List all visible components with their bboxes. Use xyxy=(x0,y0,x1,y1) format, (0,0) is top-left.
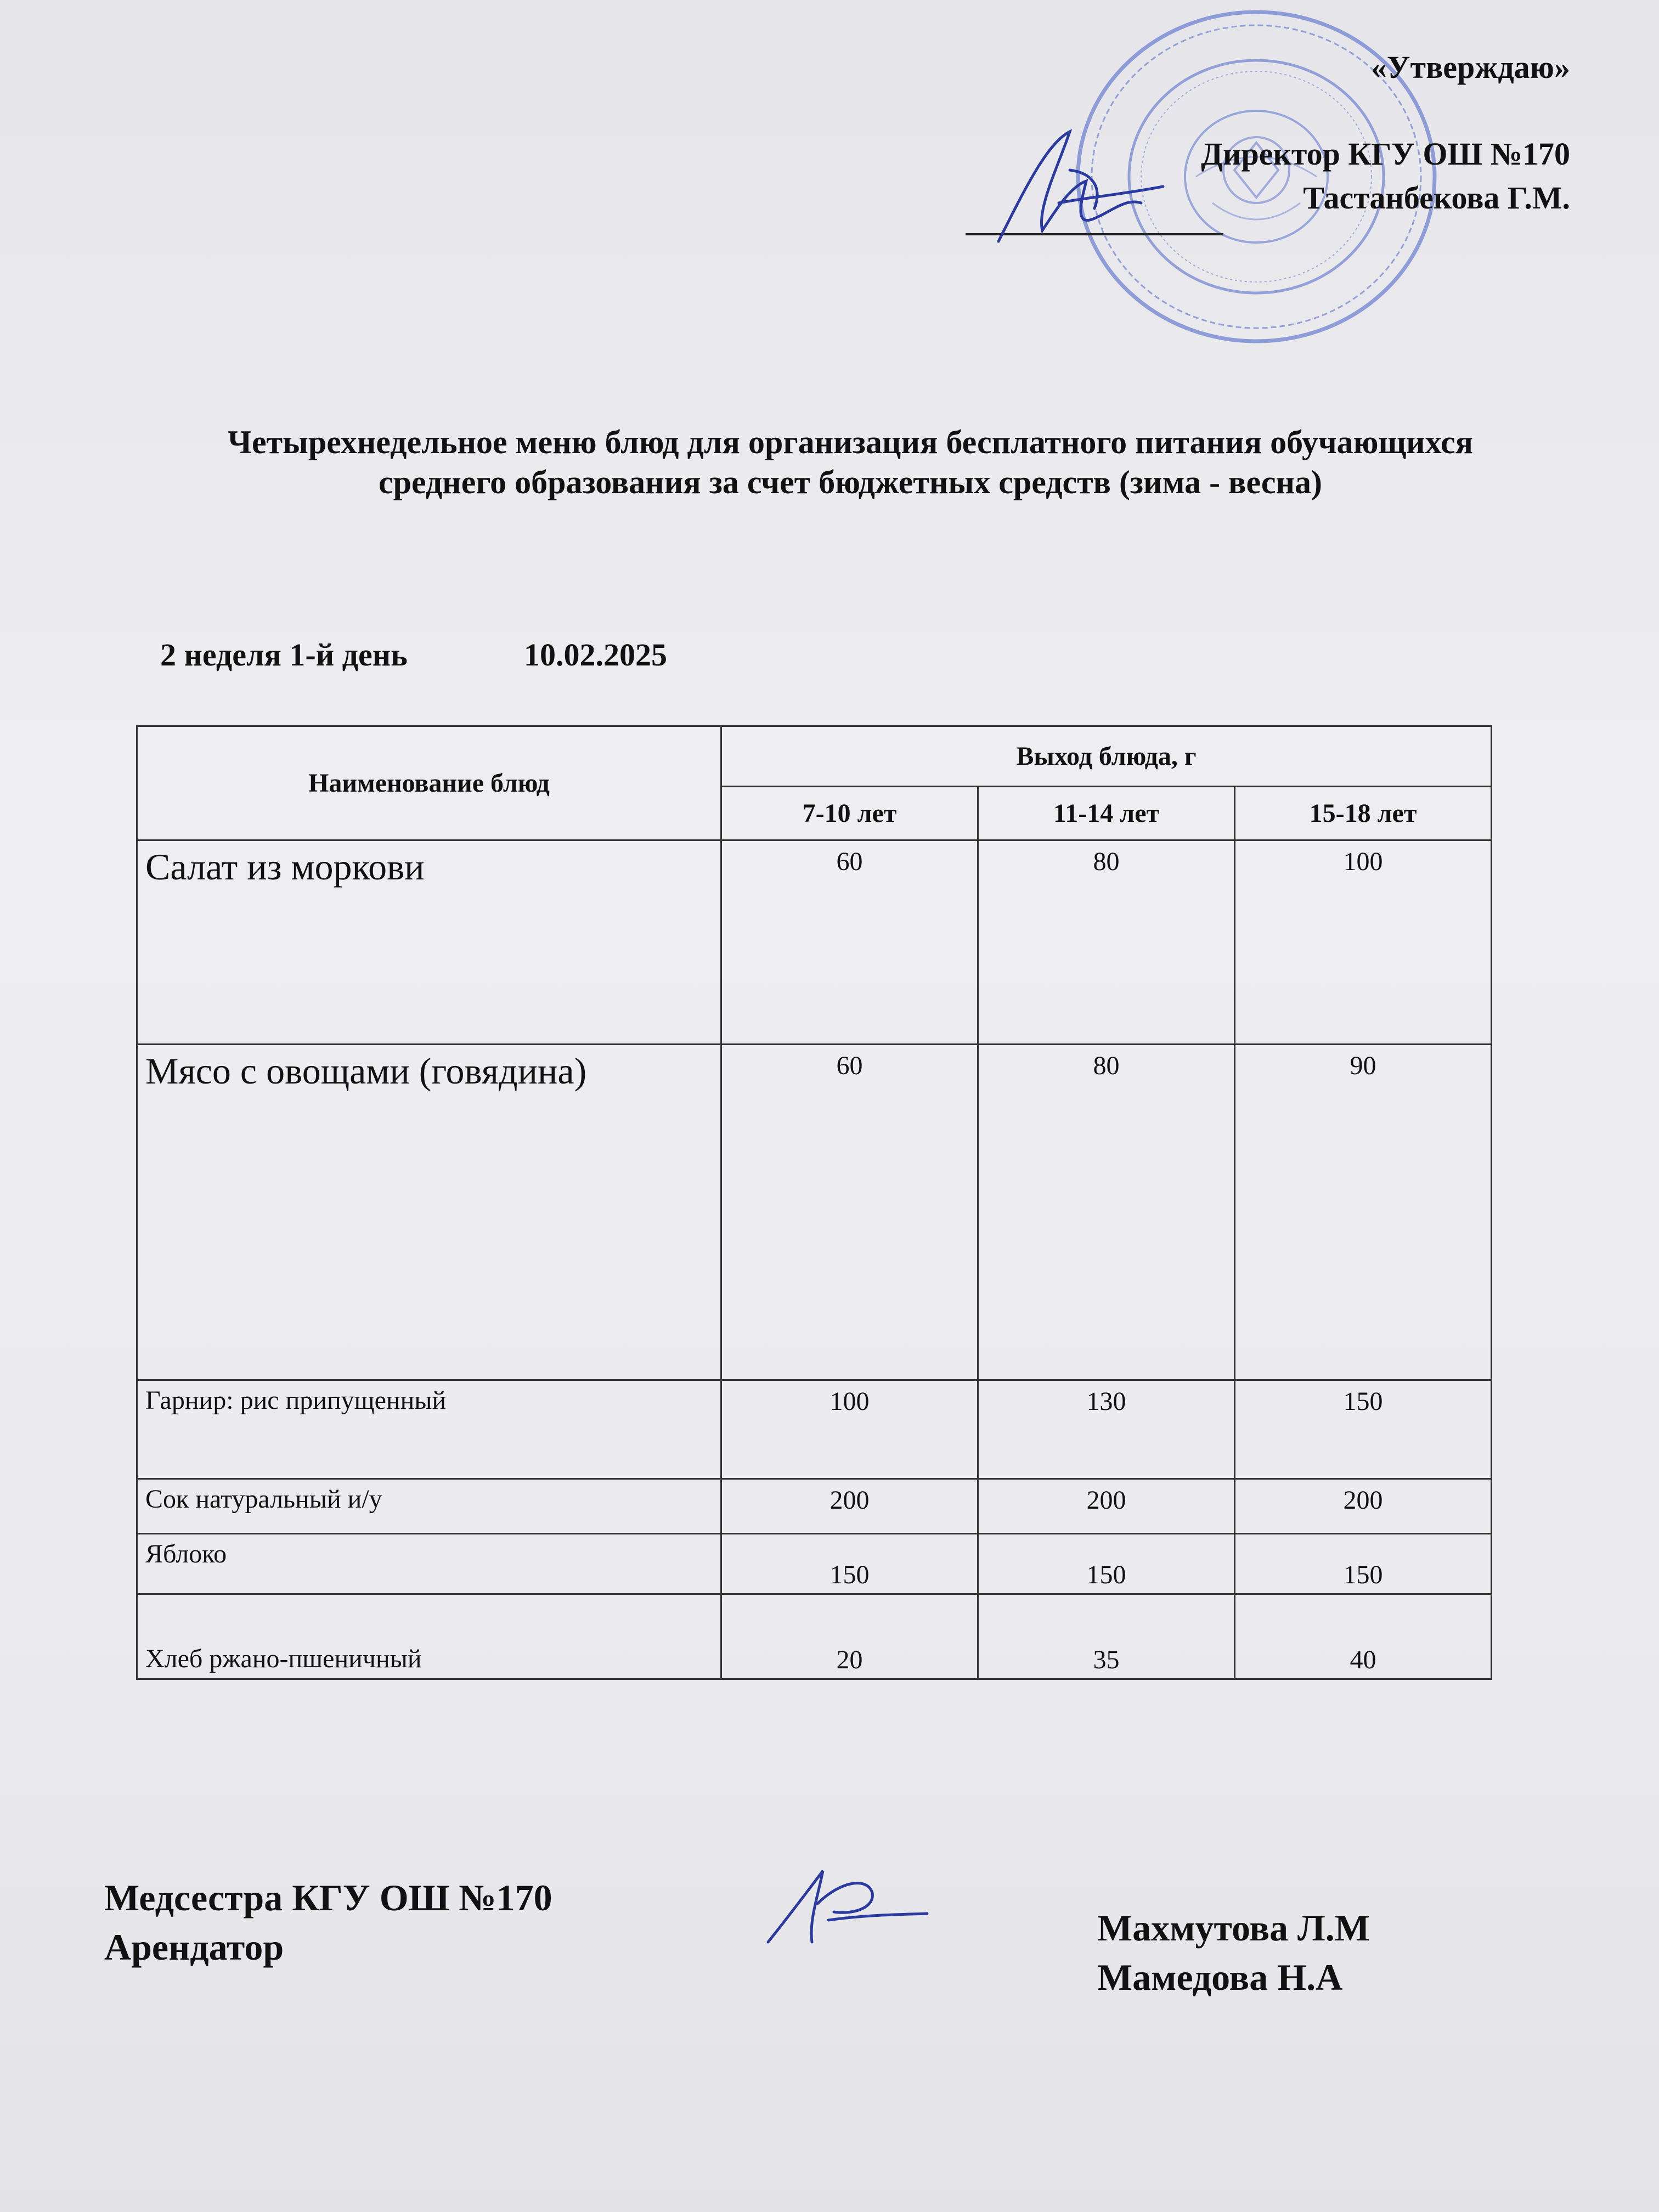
menu-table xyxy=(136,725,1492,1680)
table-row xyxy=(137,1045,1492,1380)
portion-7-10: 60 xyxy=(721,840,978,1045)
table-row xyxy=(137,1534,1492,1594)
dish-name: Яблоко xyxy=(137,1534,721,1594)
portion-11-14: 130 xyxy=(978,1380,1235,1479)
header-yield: Выход блюда, г xyxy=(721,726,1492,787)
header-age-7-10: 7-10 лет xyxy=(721,787,978,840)
portion-15-18: 40 xyxy=(1235,1594,1492,1679)
dish-name: Гарнир: рис припущенный xyxy=(137,1380,721,1479)
portion-11-14: 80 xyxy=(978,840,1235,1045)
portion-11-14: 200 xyxy=(978,1479,1235,1534)
document-title: Четырехнедельное меню блюд для организация бесплатного питания обучающихся среднего образования за счет бюджетных средств (зима - весна) xyxy=(227,424,1474,501)
table-row xyxy=(137,1479,1492,1534)
portion-7-10: 20 xyxy=(721,1594,978,1679)
portion-15-18: 150 xyxy=(1235,1534,1492,1594)
portion-7-10: 60 xyxy=(721,1045,978,1380)
portion-7-10: 100 xyxy=(721,1380,978,1479)
portion-15-18: 150 xyxy=(1235,1380,1492,1479)
lessee-label: Арендатор xyxy=(104,1926,284,1968)
portion-11-14: 35 xyxy=(978,1594,1235,1679)
dish-name: Салат из моркови xyxy=(137,840,721,1045)
header-age-11-14: 11-14 лет xyxy=(978,787,1235,840)
table-row xyxy=(137,1380,1492,1479)
portion-7-10: 150 xyxy=(721,1534,978,1594)
table-row xyxy=(137,840,1492,1045)
director-post: Директор КГУ ОШ №170 xyxy=(1201,136,1570,172)
table-row xyxy=(137,1594,1492,1679)
portion-15-18: 200 xyxy=(1235,1479,1492,1534)
portion-15-18: 90 xyxy=(1235,1045,1492,1380)
portion-11-14: 80 xyxy=(978,1045,1235,1380)
nurse-signature xyxy=(757,1860,933,1959)
dish-name: Мясо с овощами (говядина) xyxy=(137,1045,721,1380)
header-age-15-18: 15-18 лет xyxy=(1235,787,1492,840)
director-name: Тастанбекова Г.М. xyxy=(1303,180,1570,216)
portion-7-10: 200 xyxy=(721,1479,978,1534)
approval-word: «Утверждаю» xyxy=(1370,49,1570,85)
week-day-label: 2 неделя 1-й день xyxy=(160,637,408,673)
dish-name: Хлеб ржано-пшеничный xyxy=(137,1594,721,1679)
director-signature xyxy=(977,121,1185,263)
menu-date: 10.02.2025 xyxy=(524,637,667,673)
portion-15-18: 100 xyxy=(1235,840,1492,1045)
nurse-post: Медсестра КГУ ОШ №170 xyxy=(104,1877,552,1918)
header-dish-name: Наименование блюд xyxy=(137,726,721,840)
lessee-name: Мамедова Н.А xyxy=(1097,1956,1343,1998)
portion-11-14: 150 xyxy=(978,1534,1235,1594)
dish-name: Сок натуральный и/у xyxy=(137,1479,721,1534)
nurse-name: Махмутова Л.М xyxy=(1097,1907,1370,1949)
